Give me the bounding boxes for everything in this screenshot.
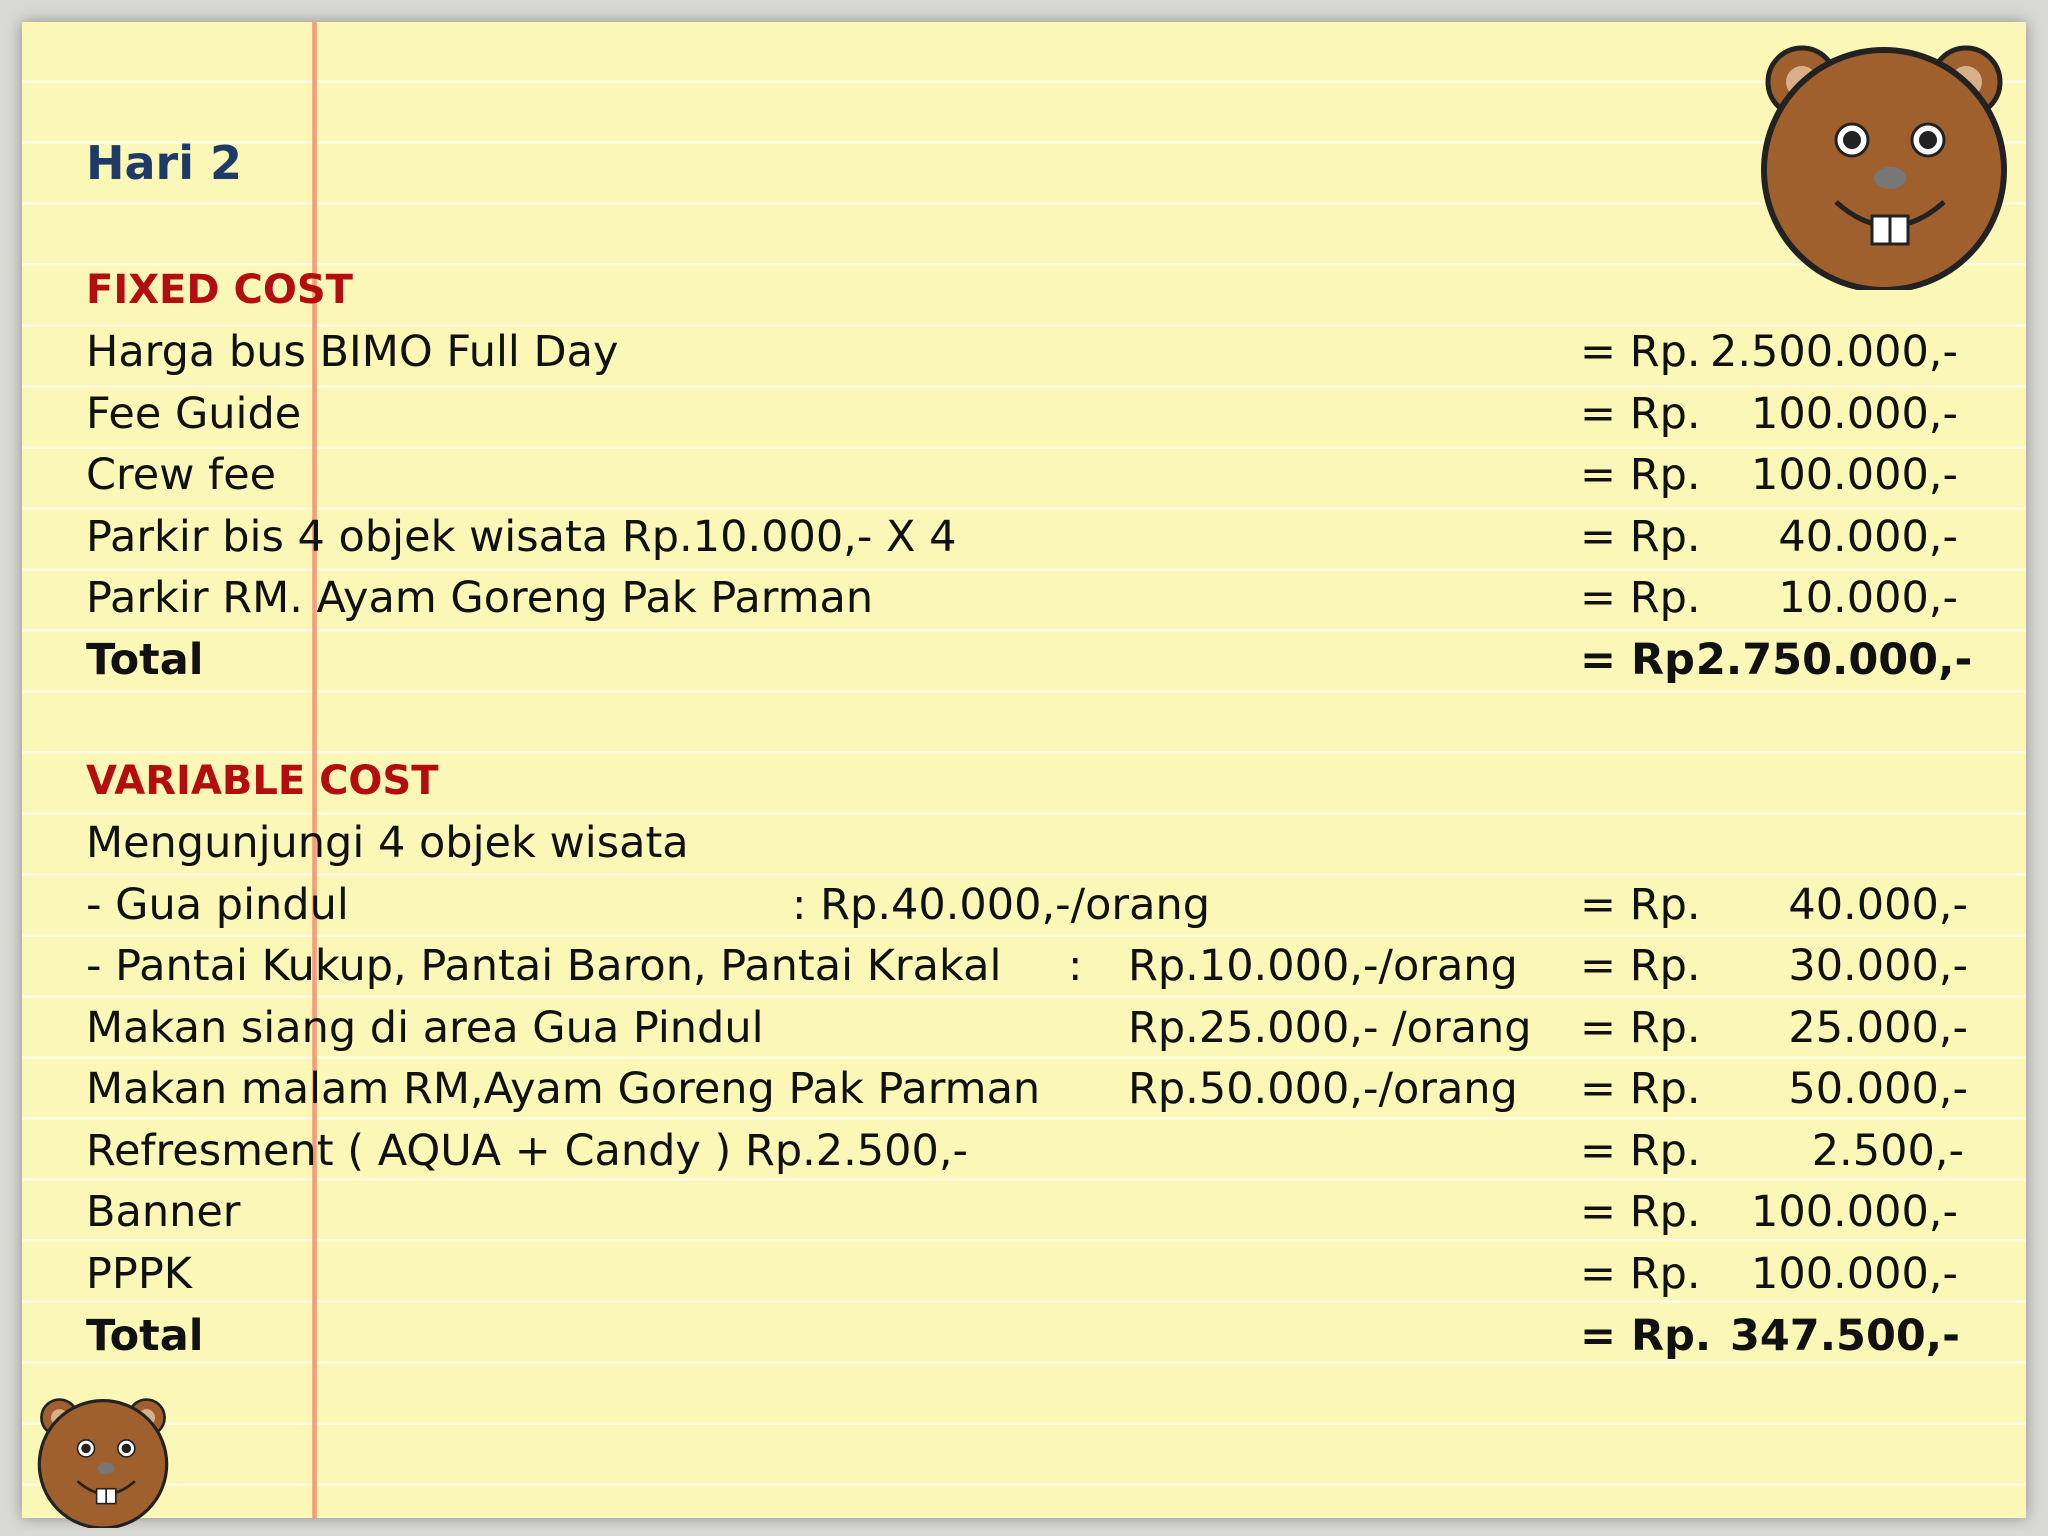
cost-label: Makan siang di area Gua Pindul	[86, 1003, 764, 1053]
intro-text: Mengunjungi 4 objek wisata	[86, 818, 689, 868]
cost-rate: : Rp.40.000,-/orang	[792, 880, 1211, 930]
cost-eq: = Rp.	[1580, 1064, 1701, 1114]
cost-amount: 100.000,-	[1750, 389, 1958, 439]
cost-eq: = Rp.	[1580, 1187, 1701, 1237]
cost-label: Parkir RM. Ayam Goreng Pak Parman	[86, 573, 874, 623]
notebook-page	[22, 22, 2026, 1518]
beaver-face-icon	[28, 1390, 178, 1528]
cost-amount: 100.000,-	[1750, 450, 1958, 500]
cost-rate: Rp.50.000,-/orang	[1128, 1064, 1518, 1114]
total-amount: 2.750.000,-	[1696, 635, 1973, 685]
total-label: Total	[86, 1311, 204, 1361]
cost-label: PPPK	[86, 1249, 192, 1299]
total-eq: = Rp.	[1580, 1311, 1712, 1361]
cost-eq: = Rp.	[1580, 327, 1701, 377]
cost-amount: 10.000,-	[1778, 573, 1958, 623]
cost-amount: 40.000,-	[1788, 880, 1968, 930]
cost-eq: = Rp.	[1580, 1249, 1701, 1299]
cost-label: - Pantai Kukup, Pantai Baron, Pantai Krakal	[86, 941, 1002, 991]
cost-eq: = Rp.	[1580, 450, 1701, 500]
cost-label: - Gua pindul	[86, 880, 349, 930]
cost-colon: :	[1068, 941, 1083, 991]
variable-cost-heading	[86, 753, 439, 809]
cost-amount: 100.000,-	[1750, 1187, 1958, 1237]
cost-label: Banner	[86, 1187, 241, 1237]
cost-eq: = Rp.	[1580, 941, 1701, 991]
cost-eq: = Rp.	[1580, 389, 1701, 439]
total-label: Total	[86, 635, 204, 685]
cost-amount: 50.000,-	[1788, 1064, 1968, 1114]
page-title-text: Hari 2	[86, 136, 243, 190]
cost-eq: = Rp.	[1580, 512, 1701, 562]
cost-rate: Rp.10.000,-/orang	[1128, 941, 1518, 991]
cost-label: Parkir bis 4 objek wisata Rp.10.000,- X 4	[86, 512, 957, 562]
cost-label: Makan malam RM,Ayam Goreng Pak Parman	[86, 1064, 1041, 1114]
cost-label: Refresment ( AQUA + Candy ) Rp.2.500,-	[86, 1126, 969, 1176]
cost-label: Fee Guide	[86, 389, 302, 439]
fixed-cost-heading	[86, 262, 353, 318]
cost-amount: 2.500.000,-	[1709, 327, 1958, 377]
total-amount: 347.500,-	[1729, 1311, 1960, 1361]
cost-amount: 100.000,-	[1750, 1249, 1958, 1299]
variable-cost-heading-text: VARIABLE COST	[86, 758, 439, 804]
cost-eq: = Rp.	[1580, 1126, 1701, 1176]
cost-amount: 40.000,-	[1778, 512, 1958, 562]
beaver-face-icon	[1744, 30, 2024, 290]
fixed-cost-heading-text: FIXED COST	[86, 267, 353, 313]
cost-amount: 30.000,-	[1788, 941, 1968, 991]
cost-rate: Rp.25.000,- /orang	[1128, 1003, 1532, 1053]
cost-amount: 2.500,-	[1811, 1126, 1964, 1176]
page-title	[86, 135, 242, 191]
cost-amount: 25.000,-	[1788, 1003, 1968, 1053]
cost-eq: = Rp.	[1580, 880, 1701, 930]
cost-eq: = Rp.	[1580, 573, 1701, 623]
cost-label: Harga bus BIMO Full Day	[86, 327, 619, 377]
cost-label: Crew fee	[86, 450, 277, 500]
cost-eq: = Rp.	[1580, 1003, 1701, 1053]
total-eq: = Rp.	[1580, 635, 1712, 685]
